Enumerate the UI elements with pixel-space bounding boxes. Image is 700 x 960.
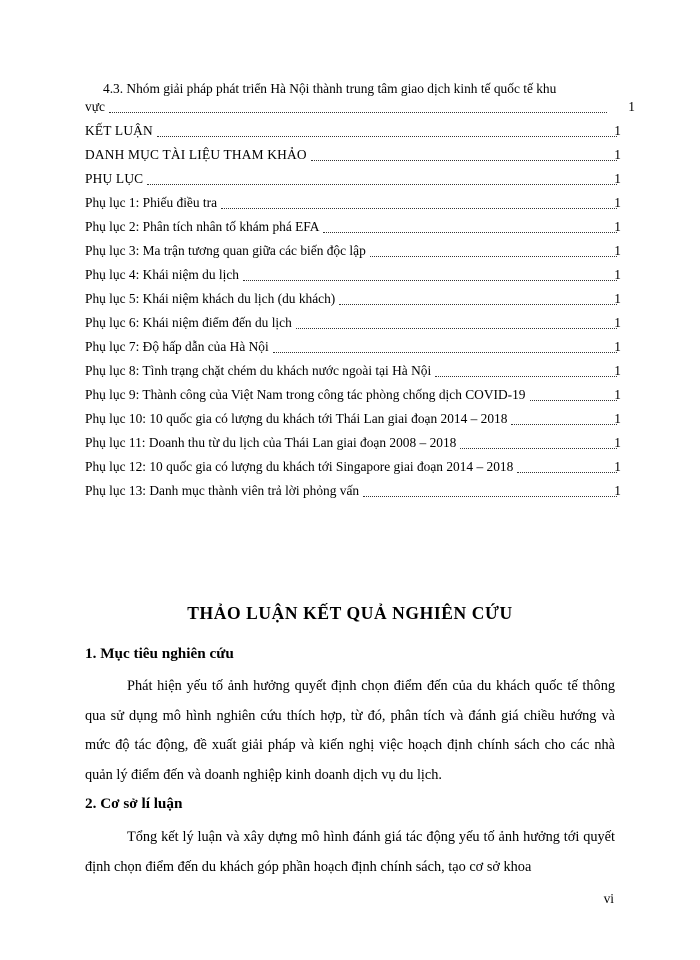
toc-entry — [85, 482, 635, 500]
toc-entry — [85, 266, 635, 284]
toc-entry-page: 1 — [614, 411, 621, 426]
toc-entry-page: 1 — [614, 387, 621, 402]
toc-entry — [85, 290, 635, 308]
paragraph-theory: Tổng kết lý luận và xây dựng mô hình đánh giá tác động yếu tố ảnh hưởng tới quyết định chọn điểm đến du khách góp phần hoạch định chính sách, tạo cơ sở khoa — [85, 829, 615, 875]
toc-entry-page: 1 — [614, 243, 621, 258]
toc-entry — [85, 218, 635, 236]
toc-entry-label: Phụ lục 4: Khái niệm du lịch — [85, 267, 239, 282]
toc-leader-dots — [339, 303, 617, 305]
toc-leader-dots — [323, 231, 617, 233]
toc-entry — [85, 146, 635, 164]
toc-entry-label: Phụ lục 1: Phiếu điều tra — [85, 195, 218, 210]
toc-entry-page: 1 — [614, 123, 621, 138]
toc-entry — [85, 458, 635, 476]
toc-entry-label: Phụ lục 2: Phân tích nhân tố khám phá EFA — [85, 219, 320, 234]
toc-entry — [85, 170, 635, 188]
toc-entry-page: 1 — [614, 339, 621, 354]
toc-leader-dots — [157, 135, 617, 137]
toc-entry-label: Phụ lục 12: 10 quốc gia có lượng du khách tới Singapore giai đoạn 2014 – 2018 — [85, 459, 514, 474]
toc-leader-dots — [296, 327, 617, 329]
toc-leader-dots — [370, 255, 617, 257]
toc-entry-page: 1 — [614, 291, 621, 306]
toc-leader-dots — [273, 351, 617, 353]
table-of-contents — [85, 80, 635, 506]
toc-list — [85, 122, 635, 500]
toc-entry-label: Phụ lục 9: Thành công của Việt Nam trong công tác phòng chống dịch COVID-19 — [85, 387, 526, 402]
heading-theory: 2. Cơ sở lí luận — [85, 795, 183, 812]
toc-entry-label: KẾT LUẬN — [85, 123, 153, 138]
toc-entry — [85, 122, 635, 140]
toc-leader-dots — [243, 279, 617, 281]
toc-entry-label: Phụ lục 7: Độ hấp dẫn của Hà Nội — [85, 339, 269, 354]
toc-entry-page: 1 — [614, 483, 621, 498]
toc-entry-page: 1 — [614, 171, 621, 186]
toc-leader-dots — [460, 447, 617, 449]
toc-entry-page: 1 — [614, 195, 621, 210]
section-title: THẢO LUẬN KẾT QUẢ NGHIÊN CỨU — [187, 603, 513, 623]
toc-entry-label: Phụ lục 8: Tình trạng chặt chém du khách nước ngoài tại Hà Nội — [85, 363, 432, 378]
toc-entry-label: DANH MỤC TÀI LIỆU THAM KHẢO — [85, 147, 307, 162]
toc-entry-page: 1 — [614, 459, 621, 474]
toc-leader-dots — [221, 207, 617, 209]
toc-entry — [85, 80, 635, 116]
toc-entry — [85, 434, 635, 452]
toc-leader-dots — [147, 183, 617, 185]
toc-entry — [85, 410, 635, 428]
toc-entry-page: 1 — [614, 267, 621, 282]
toc-entry-label: Phụ lục 3: Ma trận tương quan giữa các biến độc lập — [85, 243, 366, 258]
toc-entry-label: Phụ lục 5: Khái niệm khách du lịch (du khách) — [85, 291, 336, 306]
toc-leader-dots — [363, 495, 617, 497]
toc-entry-label: Phụ lục 13: Danh mục thành viên trả lời phỏng vấn — [85, 483, 360, 498]
toc-entry-label: Phụ lục 11: Doanh thu từ du lịch của Thái Lan giai đoạn 2008 – 2018 — [85, 435, 457, 450]
toc-entry-label: Phụ lục 6: Khái niệm điểm đến du lịch — [85, 315, 292, 330]
toc-entry-page: 1 — [614, 315, 621, 330]
heading-objectives: 1. Mục tiêu nghiên cứu — [85, 645, 234, 662]
toc-entry-page: 1 — [614, 435, 621, 450]
toc-entry-page: 1 — [614, 219, 621, 234]
toc-entry-page: 1 — [628, 99, 635, 114]
toc-leader-dots — [109, 111, 607, 113]
toc-entry — [85, 314, 635, 332]
paragraph-objectives: Phát hiện yếu tố ảnh hưởng quyết định chọn điểm đến của du khách quốc tế thông qua sử dụng mô hình nghiên cứu thích hợp, từ đó, phân tích và đánh giá chiều hướng và mức độ tác động, đề xuất giải pháp và kiến nghị việc hoạch định chính sách cho các nhà quản lý điểm đến và doanh nghiệp kinh doanh dịch vụ du lịch. — [85, 678, 615, 783]
toc-leader-dots — [517, 471, 617, 473]
toc-entry-page: 1 — [614, 363, 621, 378]
toc-entry-label: PHỤ LỤC — [85, 171, 144, 186]
toc-entry — [85, 386, 635, 404]
toc-leader-dots — [435, 375, 617, 377]
toc-entry — [85, 338, 635, 356]
toc-leader-dots — [511, 423, 617, 425]
toc-entry — [85, 242, 635, 260]
toc-leader-dots — [530, 399, 617, 401]
toc-entry-label: Phụ lục 10: 10 quốc gia có lượng du khách tới Thái Lan giai đoạn 2014 – 2018 — [85, 411, 508, 426]
toc-entry — [85, 362, 635, 380]
toc-leader-dots — [311, 159, 617, 161]
page-number: vi — [603, 891, 614, 906]
toc-entry-page: 1 — [614, 147, 621, 162]
toc-entry-label-line1: 4.3. Nhóm giải pháp phát triển Hà Nội thành trung tâm giao dịch kinh tế quốc tế khu — [103, 81, 557, 96]
toc-entry-label-line2: vực — [85, 99, 105, 114]
toc-entry — [85, 194, 635, 212]
